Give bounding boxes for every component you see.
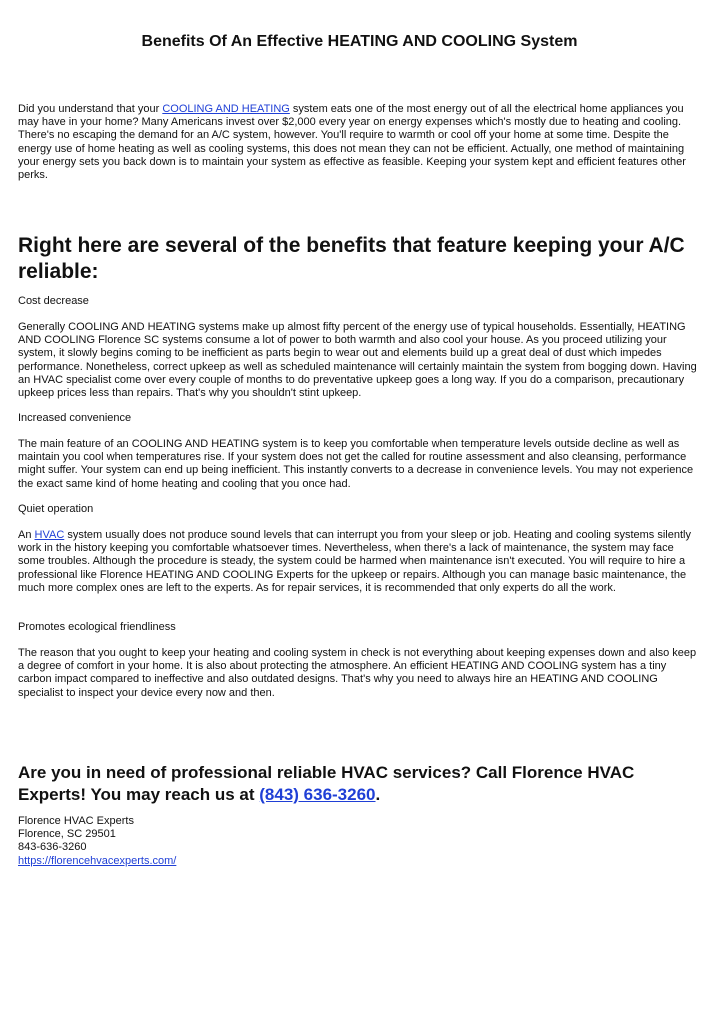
contact-block <box>18 815 702 868</box>
benefits-heading: Right here are several of the benefits that feature keeping your A/C reliable: <box>18 234 685 283</box>
quiet-operation-body <box>18 529 702 595</box>
quiet-text-start: An <box>18 529 35 541</box>
cost-decrease-heading: Cost decrease <box>18 295 89 307</box>
eco-friendliness-body: The reason that you ought to keep your heating and cooling system in check is not everything about keeping expenses down and also keep a degree of comfort in your home. It is also about protecting the atmosphere. An efficient HEATING AND COOLING system has a tiny carbon impact compared to ineffective and also outdated designs. That's why you need to always hire an HEATING AND COOLING specialist to inspect your device every now and then. <box>18 647 697 699</box>
business-address: Florence, SC 29501 <box>18 828 116 841</box>
cta-end: . <box>375 785 381 804</box>
intro-text-rest: system eats one of the most energy out of all the electrical home appliances you may have in your home? Many Americans invest over $2,000 every year on energy expenses which's mostly due to heating and cooling. There's no escaping the demand for an A/C system, however. You'll require to warmth or cool off your home at some time. Despite the energy use of home heating as well as cooling systems, this does not mean they can not be efficient. Actually, one method of maintaining your energy sets you back down is to maintain your system as effective as feasible. Keeping your system kept and efficient features other perks. <box>18 103 686 182</box>
page-title: Benefits Of An Effective HEATING AND COOLING System <box>141 33 578 50</box>
hvac-link[interactable]: HVAC <box>34 529 65 541</box>
business-phone: 843-636-3260 <box>18 841 87 854</box>
eco-friendliness-heading: Promotes ecological friendliness <box>18 621 176 633</box>
business-name: Florence HVAC Experts <box>18 815 134 827</box>
increased-convenience-body: The main feature of an COOLING AND HEATING system is to keep you comfortable when temperature levels outside decline as well as maintain you cool when temperatures rise. If your system does not get the called for routine assessment and also cleansing, performance might suffer. Your system can end up being inefficient. This instantly converts to a decrease in convenience levels. You may not experience the exact same kind of home heating and cooling that you once had. <box>18 438 694 490</box>
quiet-operation-heading: Quiet operation <box>18 503 94 515</box>
intro-text-start: Did you understand that your <box>18 103 163 115</box>
phone-link[interactable]: (843) 636-3260 <box>259 785 376 804</box>
website-link[interactable]: https://florencehvacexperts.com/ <box>18 854 177 867</box>
cost-decrease-body: Generally COOLING AND HEATING systems make up almost fifty percent of the energy use of typical households. Essentially, HEATING AND COOLING Florence SC systems consume a lot of power to both warmth and also cool your house. As you proceed utilizing your system, it slowly begins coming to be inefficient as parts begin to wear out and elements build up a great deal of dust which impedes performance. Nonetheless, correct upkeep as well as scheduled maintenance will certainly maintain the system from bogging down. Having an HVAC specialist come over every couple of months to do preventative upkeep goes a long way. If you do a comparison, precautionary upkeep prices less than repairs. That's why you shouldn't stint upkeep. <box>18 321 697 400</box>
intro-paragraph <box>18 103 702 182</box>
quiet-text-rest: system usually does not produce sound levels that can interrupt you from your sleep or job. Heating and cooling systems silently work in the history keeping you comfortable whatsoever times. Nevertheless, when there's a lack of maintenance, the system may face some troubles. Although the procedure is steady, the system could be harmed when maintenance isn't executed. You will require to hire a professional like Florence HEATING AND COOLING Experts for the upkeep or repairs. Although you can manage basic maintenance, the much more complex ones are left to the experts. As for repair services, it is recommended that only experts do all the work. <box>18 529 691 594</box>
cta-text: Are you in need of professional reliable HVAC services? Call Florence HVAC Experts! You may reach us at <box>18 763 635 804</box>
cooling-and-heating-link[interactable]: COOLING AND HEATING <box>162 103 290 115</box>
cta-heading <box>18 762 702 806</box>
increased-convenience-heading: Increased convenience <box>18 412 132 424</box>
